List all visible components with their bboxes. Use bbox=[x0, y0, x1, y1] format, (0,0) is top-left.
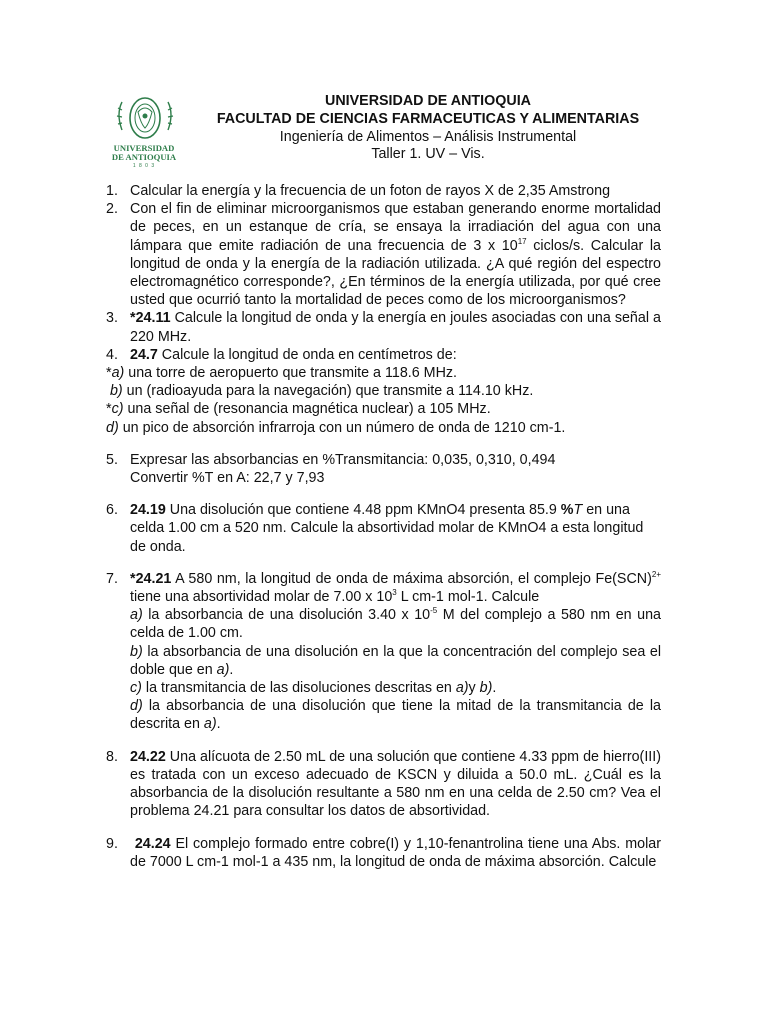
question-7-part-d: d) la absorbancia de una disolución que tiene la mitad de la transmitancia de la descrita en a). bbox=[130, 698, 661, 733]
question-4-part-a: *a) una torre de aeropuerto que transmite a 118.6 MHz. bbox=[106, 365, 458, 382]
workshop-title: Taller 1. UV – Vis. bbox=[371, 146, 485, 163]
question-7: 7. *24.21 A 580 nm, la longitud de onda de máxima absorción, el complejo Fe(SCN)$^{2+}$ tiene una absortividad molar de 7.00 x $10^3$ L cm-1 mol-1. Calcule a) la absorbancia de una disolución 3.40 x $10^{-5}$ M del complejo a 580 nm en una celda de 1.00 cm. b) la absorbancia de una disolución en la que la concentración del complejo sea el doble que en a). c) la transmitancia de las disoluciones descritas en a)y b). d) la absorbancia de una disolución que tiene la mitad de la transmitancia de la descrita en a). bbox=[106, 570, 662, 733]
question-8: 8. 24.22 Una alícuota de 2.50 mL de una solución que contiene 4.33 ppm de hierro(III) es tratada con un exceso adecuado de KSCN y diluida a 50.0 mL. ¿Cuál es la absorbancia de la disolución resultante a 580 nm en una celda de 2.50 cm? Vea el problema 24.21 para consultar los datos de absortividad. bbox=[106, 748, 661, 820]
logo-tagline: 1 8 0 3 bbox=[132, 163, 156, 169]
question-4-part-b: b) un (radioayuda para la navegación) que transmite a 114.10 kHz. bbox=[109, 383, 534, 400]
question-4-part-d: d) un pico de absorción infrarroja con un número de onda de 1210 cm-1. bbox=[106, 419, 566, 436]
faculty-name: FACULTAD DE CIENCIAS FARMACEUTICAS Y ALIMENTARIAS bbox=[216, 110, 640, 127]
question-7-part-b: b) la absorbancia de una disolución en la que la concentración del complejo sea el doble que en a). bbox=[130, 643, 661, 678]
question-4: 4. 24.7 Calcule la longitud de onda en centímetros de: bbox=[106, 346, 457, 363]
question-5: 5. Expresar las absorbancias en %Transmitancia: 0,035, 0,310, 0,494 Convertir %T en A: 22,7 y 7,93 bbox=[106, 451, 556, 487]
question-7-part-c: c) la transmitancia de las disoluciones descritas en a)y b). bbox=[130, 680, 497, 697]
document-header bbox=[200, 93, 656, 164]
question-1: 1. Calcular la energía y la frecuencia de un foton de rayos X de 2,35 Amstrong bbox=[106, 183, 611, 199]
question-7-part-a: a) la absorbancia de una disolución 3.40 x $10^{-5}$ M del complejo a 580 nm en una celda de 1.00 cm. bbox=[130, 606, 662, 642]
logo-wordmark: UNIVERSIDAD DE ANTIOQUIA bbox=[111, 143, 177, 162]
question-3: 3. *24.11 Calcule la longitud de onda y la energía en joules asociadas con una señal a 220 MHz. bbox=[106, 310, 661, 345]
question-4-part-c: *c) una señal de (resonancia magnética nuclear) a 105 MHz. bbox=[106, 401, 491, 418]
question-list bbox=[106, 182, 661, 871]
program-name: Ingeniería de Alimentos – Análisis Instrumental bbox=[279, 128, 577, 145]
question-6: 6. 24.19 Una disolución que contiene 4.48 ppm KMnO4 presenta 85.9 %T en una celda 1.00 cm a 520 nm. Calcule la absortividad molar de KMnO4 a esta longitud de onda. bbox=[106, 502, 644, 555]
question-2: 2. Con el fin de eliminar microorganismos que estaban generando enorme mortalidad de peces, en un estanque de cría, se ensaya la irradiación del agua con una lámpara que emite radiación de una frecuencia de 3 x $10^{17}$ ciclos/s. Calcular la longitud de onda y la energía de la radiación utilizada. ¿A qué región del espectro electromagnético corresponde?, ¿En términos de la energía utilizada, por qué cree usted que ocurrió tanto la mortalidad de peces como de los microorganismos? bbox=[106, 201, 661, 309]
question-9: 9. 24.24 El complejo formado entre cobre(I) y 1,10-fenantrolina tiene una Abs. molar de 7000 L cm-1 mol-1 a 435 nm, la longitud de onda de máxima absorción. Calcule bbox=[106, 835, 661, 870]
university-name: UNIVERSIDAD DE ANTIOQUIA bbox=[325, 93, 531, 109]
